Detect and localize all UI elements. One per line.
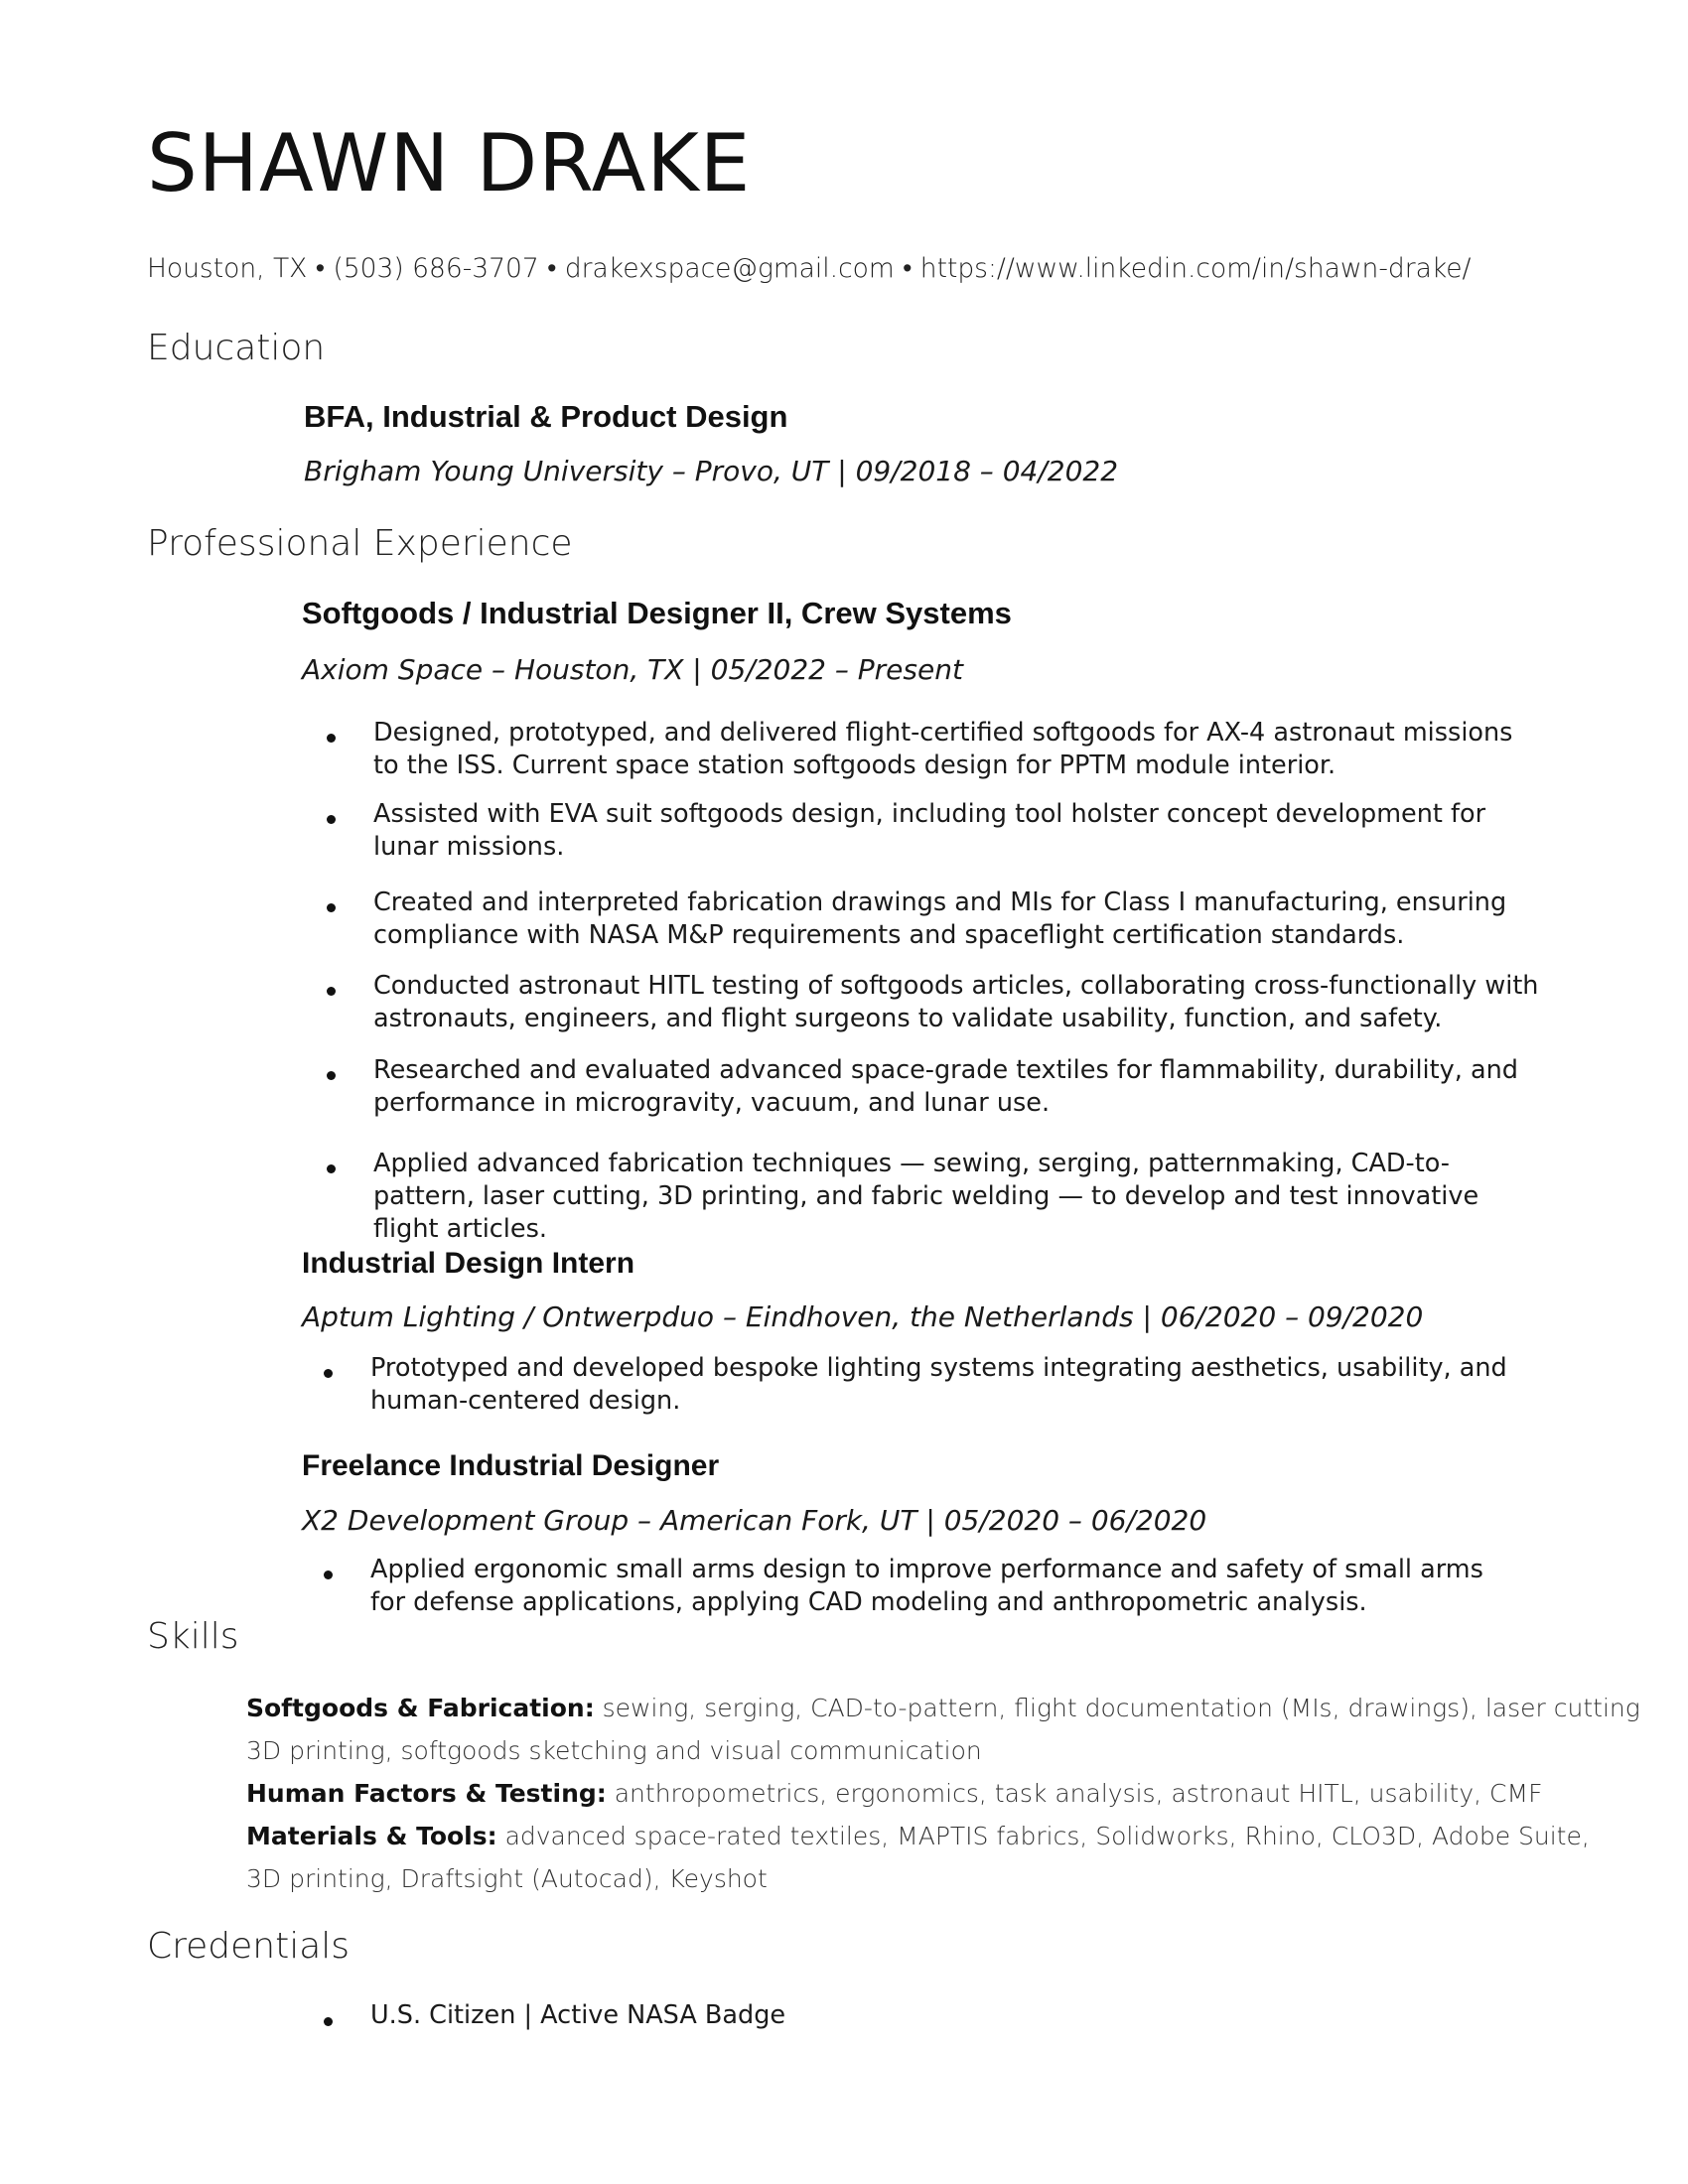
skill-group-label: Softgoods & Fabrication: xyxy=(246,1694,595,1722)
list-item: Assisted with EVA suit softgoods design, including tool holster concept development for lunar missions. xyxy=(373,799,1486,862)
section-heading-credentials: Credentials xyxy=(147,1926,351,1967)
skill-group-label: Human Factors & Testing: xyxy=(246,1779,607,1808)
bullet-dot xyxy=(324,1570,333,1579)
degree-title: BFA, Industrial & Product Design xyxy=(304,399,788,434)
bullet-dot xyxy=(327,1071,336,1080)
job-org-line: Axiom Space – Houston, TX | 05/2022 – Present xyxy=(302,653,963,686)
section-heading-education: Education xyxy=(147,328,326,368)
section-heading-skills: Skills xyxy=(147,1616,239,1657)
contact-line: Houston, TX • (503) 686-3707 • drakexspace@gmail.com • https://www.linkedin.com/in/shawn-drake/ xyxy=(147,253,1472,284)
job-title: Industrial Design Intern xyxy=(302,1247,635,1280)
bullet-dot xyxy=(327,903,336,912)
list-item: Designed, prototyped, and delivered flight-certified softgoods for AX-4 astronaut missions to the ISS. Current space station softgoods design for PPTM module interior. xyxy=(373,718,1513,780)
list-item: Researched and evaluated advanced space-grade textiles for flammability, durability, and performance in microgravity, vacuum, and lunar use. xyxy=(373,1055,1518,1118)
credential-item: U.S. Citizen | Active NASA Badge xyxy=(370,2000,786,2030)
skill-group-label: Materials & Tools: xyxy=(246,1822,497,1850)
bullet-dot xyxy=(327,815,336,824)
list-item: Conducted astronaut HITL testing of softgoods articles, collaborating cross-functionally with astronauts, engineers, and flight surgeons to validate usability, function, and safety. xyxy=(373,971,1539,1033)
skill-group-softgoods xyxy=(246,1694,1640,1722)
skill-group-values: sewing, serging, CAD-to-pattern, flight documentation (MIs, drawings), laser cutting xyxy=(594,1694,1640,1722)
bullet-dot xyxy=(327,1164,336,1173)
skill-group-values: advanced space-rated textiles, MAPTIS fabrics, Solidworks, Rhino, CLO3D, Adobe Suite, xyxy=(496,1822,1590,1850)
job-title: Softgoods / Industrial Designer II, Crew Systems xyxy=(302,596,1012,630)
job-org-line: X2 Development Group – American Fork, UT | 05/2020 – 06/2020 xyxy=(302,1504,1207,1537)
bullet-dot xyxy=(324,1369,333,1378)
skill-group-materials xyxy=(246,1822,1590,1850)
list-item: Applied ergonomic small arms design to improve performance and safety of small arms for defense applications, applying CAD modeling and anthropometric analysis. xyxy=(370,1555,1483,1617)
school-line: Brigham Young University – Provo, UT | 09/2018 – 04/2022 xyxy=(304,455,1119,487)
job-org-line: Aptum Lighting / Ontwerpduo – Eindhoven, the Netherlands | 06/2020 – 09/2020 xyxy=(302,1300,1424,1333)
bullet-dot xyxy=(327,734,336,743)
bullet-dot xyxy=(324,2017,333,2026)
list-item: Prototyped and developed bespoke lighting systems integrating aesthetics, usability, and human-centered design. xyxy=(370,1353,1507,1416)
list-item: Created and interpreted fabrication drawings and MIs for Class I manufacturing, ensuring compliance with NASA M&P requirements and spaceflight certification standards. xyxy=(373,887,1507,950)
bullet-dot xyxy=(327,987,336,996)
skill-group-human-factors xyxy=(246,1779,1542,1808)
section-heading-experience: Professional Experience xyxy=(147,523,573,564)
skill-group-materials-continued: 3D printing, Draftsight (Autocad), Keyshot xyxy=(246,1864,768,1893)
candidate-name: SHAWN DRAKE xyxy=(147,117,752,209)
skill-group-softgoods-continued: 3D printing, softgoods sketching and visual communication xyxy=(246,1736,982,1765)
skill-group-values: anthropometrics, ergonomics, task analysis, astronaut HITL, usability, CMF xyxy=(606,1779,1543,1808)
job-title: Freelance Industrial Designer xyxy=(302,1449,720,1482)
list-item: Applied advanced fabrication techniques — sewing, serging, patternmaking, CAD-to-pattern, laser cutting, 3D printing, and fabric welding — to develop and test innovative flight articles. xyxy=(373,1149,1479,1244)
